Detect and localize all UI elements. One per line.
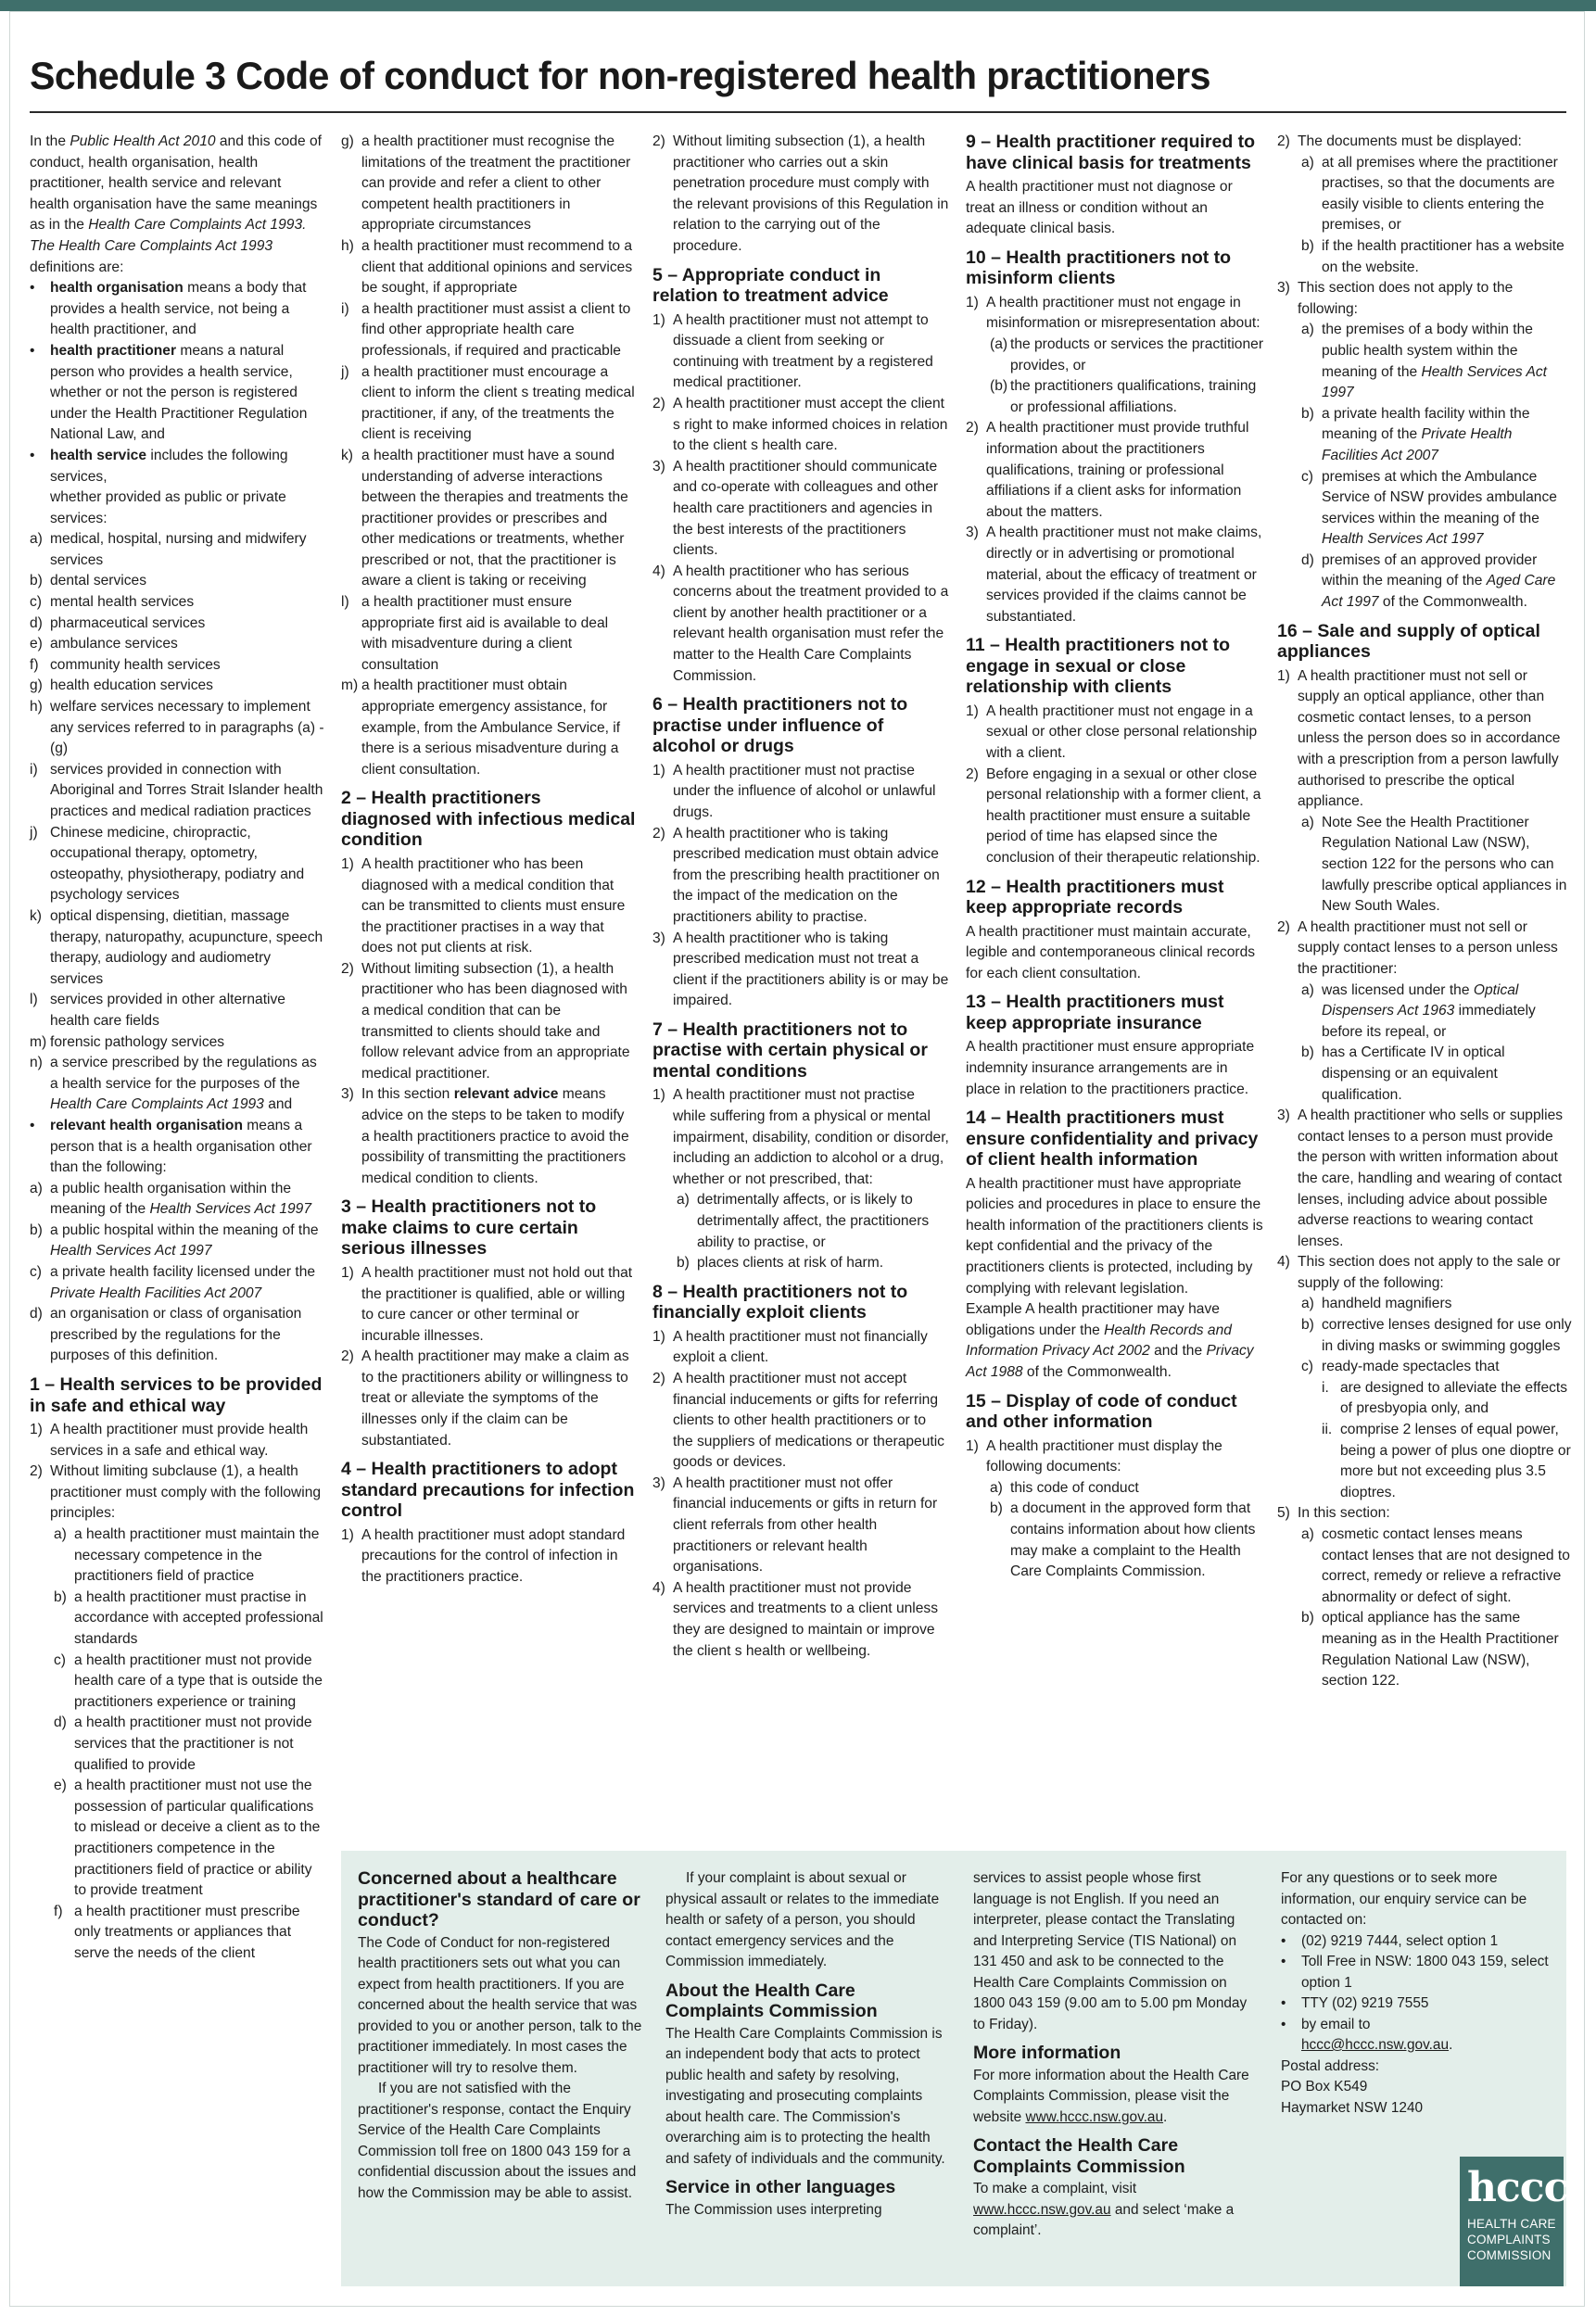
section-13-heading: 13 – Health practitioners must keep appropriate insurance bbox=[966, 992, 1224, 1033]
list-item: d) an organisation or class of organisation prescribed by the regulations for the purposes of this definition. bbox=[30, 1306, 302, 1364]
section-16-4-c-sublist bbox=[1277, 1378, 1572, 1504]
definition-relevant-health-organisation: • relevant health organisation means a person that is a health organisation other than the following: bbox=[30, 1117, 312, 1176]
list-item: 4) This section does not apply to the sale or supply of the following: bbox=[1277, 1254, 1561, 1291]
list-item: b) dental services bbox=[30, 573, 147, 589]
list-item: e) ambulance services bbox=[30, 636, 178, 652]
list-item: b) a public hospital within the meaning of the Health Services Act 1997 bbox=[30, 1221, 319, 1259]
column-4 bbox=[966, 132, 1264, 1583]
concern-text-2: If you are not satisfied with the practitioner's response, contact the Enquiry Service of the Health Care Complaints Commission toll free on 1800 043 159 for a confidential discussion about the issues and how the Commission may be able to assist. bbox=[358, 2081, 637, 2201]
enquiry-item: • (02) 9219 7444, select option 1 bbox=[1281, 1932, 1499, 1949]
list-item: i) a health practitioner must assist a client to find other appropriate health care professionals, if required and practicable bbox=[341, 300, 631, 359]
column-5 bbox=[1277, 132, 1572, 1692]
list-item: d) premises of an approved provider within the meaning of the Aged Care Act 1997 of the Commonwealth. bbox=[1301, 551, 1556, 611]
list-item: 4) A health practitioner must not provide services and treatments to a client unless they are designed to maintain or improve the client s health or wellbeing. bbox=[652, 1579, 939, 1659]
list-item: b) places clients at risk of harm. bbox=[677, 1255, 884, 1272]
section-7-sublist bbox=[652, 1190, 949, 1273]
list-item: k) a health practitioner must have a sound understanding of adverse interactions between the therapies and treatments the practitioner provides or prescribes and other medications or treatments, whether prescribed or not, that the practitioner is aware a client is taking or receiving bbox=[341, 447, 628, 589]
list-item: a) a public health organisation within the meaning of the Health Services Act 1997 bbox=[30, 1180, 312, 1218]
list-item: 3) A health practitioner must not make claims, directly or in advertising or promotional material, about the efficacy of treatment or services provided if the claims cannot be substantiated. bbox=[966, 525, 1262, 625]
list-item: 1) A health practitioner must display the following documents: bbox=[966, 1437, 1222, 1475]
list-item: 2) The documents must be displayed: bbox=[1277, 133, 1522, 149]
list-item: 2) Before engaging in a sexual or other close personal relationship with a former client, a health practitioner must ensure a suitable period of time has elapsed since the conclusion of their therapeutic relationship. bbox=[966, 766, 1261, 866]
languages-text-cont: services to assist people whose first language is not English. If you need an interpreter, please contact the Translating and Interpreting Service (TIS National) on 131 450 and ask to be connected to the Health Care Complaints Commission on 1800 043 159 (9.00 am to 5.00 pm Monday to Friday). bbox=[973, 1870, 1248, 2032]
list-item: d) pharmaceutical services bbox=[30, 614, 206, 631]
list-item: a) medical, hospital, nursing and midwifery services bbox=[30, 531, 307, 568]
list-item: 2) A health practitioner who is taking prescribed medication must obtain advice from the prescribing health practitioner on the impact of the medication on the practitioners ability to practise. bbox=[652, 825, 940, 925]
list-item: 1) A health practitioner must not practise under the influence of alcohol or unlawful drugs. bbox=[652, 762, 936, 820]
section-6-list bbox=[652, 761, 949, 1012]
list-item: b) has a Certificate IV in optical dispensing or an equivalent qualification. bbox=[1301, 1044, 1505, 1103]
list-item: 1) A health practitioner must not hold out that the practitioner is qualified, able or willing to cure cancer or other terminal or incurable illnesses. bbox=[341, 1264, 633, 1344]
list-item: b) corrective lenses designed for use only in diving masks or swimming goggles bbox=[1301, 1317, 1572, 1354]
hccc-logo-text: HEALTH CARE COMPLAINTS COMMISSION bbox=[1467, 2217, 1556, 2262]
list-item: a) was licensed under the Optical Dispensers Act 1963 immediately before its repeal, or bbox=[1301, 981, 1536, 1040]
section-16-4-sublist bbox=[1277, 1294, 1572, 1377]
concern-heading: Concerned about a healthcare practitioner's standard of care or conduct? bbox=[358, 1868, 640, 1930]
languages-text: The Commission uses interpreting bbox=[665, 2201, 882, 2218]
section-8-list bbox=[652, 1327, 949, 1663]
list-item: 1) A health practitioner must not attempt to dissuade a client from seeking or continuing with treatment by a registered medical practitioner. bbox=[652, 311, 933, 391]
list-item: 1) A health practitioner must not practise while suffering from a physical or mental impairment, disability, condition or disorder, including an addiction to alcohol or a drug, whether or not prescribed, that: bbox=[652, 1087, 949, 1187]
list-item: c) ready-made spectacles that bbox=[1301, 1359, 1500, 1375]
list-item: f) community health services bbox=[30, 656, 221, 673]
more-info-text: For more information about the Health Care Complaints Commission, please visit the website www.hccc.nsw.gov.au. bbox=[973, 2067, 1249, 2125]
list-item: 3) In this section relevant advice means advice on the steps to be taken to modify a health practitioners practice to avoid the possibility of transmitting the practitioners medical condition to clients. bbox=[341, 1086, 629, 1186]
list-item: h) a health practitioner must recommend to a client that additional opinions and services be sought, if appropriate bbox=[341, 237, 633, 297]
list-item: 1) A health practitioner must not financially exploit a client. bbox=[652, 1328, 928, 1366]
title-rule bbox=[30, 111, 1566, 113]
list-item: c) mental health services bbox=[30, 594, 195, 611]
complaint-link[interactable]: www.hccc.nsw.gov.au bbox=[973, 2201, 1111, 2218]
postal-line-2: Haymarket NSW 1240 bbox=[1281, 2099, 1424, 2116]
list-item: c) a health practitioner must not provide health care of a type that is outside the practitioners experience or training bbox=[54, 1652, 323, 1710]
list-item: b) a document in the approved form that contains information about how clients may make a complaint to the Health Care Complaints Commission. bbox=[990, 1500, 1256, 1580]
footer-column-4 bbox=[1281, 1868, 1559, 2119]
list-item: a) Note See the Health Practitioner Regulation National Law (NSW), section 122 for the persons who can lawfully prescribe optical appliances in New South Wales. bbox=[1301, 814, 1567, 915]
list-item: 3) A health practitioner who sells or supplies contact lenses to a person must provide the person with written information about the care, handling and wearing of contact lenses, including advice about possible adverse reactions to wearing contact lenses. bbox=[1277, 1107, 1564, 1249]
section-12-text: A health practitioner must maintain accurate, legible and contemporaneous clinical records for each client consultation. bbox=[966, 923, 1256, 981]
list-item: 1) A health practitioner must adopt standard precautions for the control of infection in the practitioners practice. bbox=[341, 1526, 626, 1585]
website-link[interactable]: www.hccc.nsw.gov.au bbox=[1025, 2108, 1164, 2125]
list-item: h) welfare services necessary to implement any services referred to in paragraphs (a) - (g) bbox=[30, 699, 324, 757]
section-3-heading: 3 – Health practitioners not to make claims to cure certain serious illnesses bbox=[341, 1196, 597, 1259]
list-item: 1) A health practitioner who has been diagnosed with a medical condition that can be transmitted to clients must ensure the practitioner practises in a way that does not put clients at risk. bbox=[341, 855, 626, 956]
postal-label: Postal address: bbox=[1281, 2057, 1380, 2074]
definition-health-organisation: • health organisation means a body that provides a health service, not being a health practitioner, and bbox=[30, 280, 307, 338]
list-item: a) detrimentally affects, or is likely to detrimentally affect, the practitioners ability to practise, or bbox=[677, 1192, 930, 1250]
list-item: j) Chinese medicine, chiropractic, occupational therapy, optometry, osteopathy, physiotherapy, podiatry and psychology services bbox=[30, 824, 305, 904]
email-link[interactable]: hccc@hccc.nsw.gov.au bbox=[1301, 2037, 1450, 2053]
list-item: l) a health practitioner must ensure appropriate first aid is available to deal with misadventure during a client consultation bbox=[341, 594, 609, 673]
enquiry-item: • Toll Free in NSW: 1800 043 159, select option 1 bbox=[1281, 1954, 1549, 1991]
list-item: 4) A health practitioner who has serious concerns about the treatment provided to a client by another health practitioner or a relevant health organisation must refer the matter to the Health Care Complaints Commission. bbox=[652, 563, 949, 684]
section-15-2-sublist bbox=[1277, 153, 1572, 279]
list-item: n) a service prescribed by the regulations as a health service for the purposes of the Health Care Complaints Act 1993 and bbox=[30, 1055, 317, 1113]
section-9-heading: 9 – Health practitioner required to have clinical basis for treatments bbox=[966, 132, 1256, 173]
sexual-assault-text: If your complaint is about sexual or physical assault or relates to the immediate health or safety of a person, you should contact emergency services and the Commission immediately. bbox=[665, 1870, 940, 1969]
list-item: m) forensic pathology services bbox=[30, 1033, 225, 1050]
section-12-heading: 12 – Health practitioners must keep appropriate records bbox=[966, 876, 1224, 918]
list-item: 2) A health practitioner must not sell or supply contact lenses to a person unless the practitioner: bbox=[1277, 918, 1558, 977]
list-item: a) at all premises where the practitioner practises, so that the documents are easily visible to clients entering the premises, or bbox=[1301, 154, 1558, 234]
about-heading: About the Health Care Complaints Commission bbox=[665, 1980, 878, 2021]
section-8-heading: 8 – Health practitioners not to financially exploit clients bbox=[652, 1281, 908, 1323]
list-item: 2) Without limiting subclause (1), a health practitioner must comply with the following principles: bbox=[30, 1463, 322, 1522]
section-15-heading: 15 – Display of code of conduct and other information bbox=[966, 1390, 1237, 1433]
list-item: 5) In this section: bbox=[1277, 1505, 1390, 1522]
section-10-heading: 10 – Health practitioners not to misinform clients bbox=[966, 247, 1232, 289]
contact-heading: Contact the Health Care Complaints Commission bbox=[973, 2135, 1185, 2177]
section-6-heading: 6 – Health practitioners not to practise under influence of alcohol or drugs bbox=[652, 694, 908, 757]
section-1-principles-cont bbox=[341, 132, 636, 780]
enquiry-list bbox=[1281, 1931, 1559, 2036]
list-item: 1) A health practitioner must not sell or supply an optical appliance, other than cosmetic contact lenses, to a person unless the person does so in accordance with a prescription from a person lawfully authorised to prescribe the optical appliance. bbox=[1277, 667, 1561, 810]
column-2 bbox=[341, 132, 636, 1588]
list-item: 3) A health practitioner should communicate and co-operate with colleagues and other health care practitioners and agencies in the best interests of the practitioners clients. bbox=[652, 458, 939, 559]
section-15-sublist bbox=[966, 1478, 1264, 1583]
list-item: (a) the products or services the practitioner provides, or bbox=[990, 335, 1264, 373]
section-14-example: Example A health practitioner may have obligations under the Health Records and Information Privacy Act 2002 and the Privacy Act 1988 of the Commonwealth. bbox=[966, 1301, 1254, 1380]
email-line: hccc@hccc.nsw.gov.au. bbox=[1301, 2037, 1453, 2053]
list-item: g) health education services bbox=[30, 677, 213, 694]
list-item: b) a private health facility within the meaning of the Private Health Facilities Act 2007 bbox=[1301, 405, 1530, 463]
column-3 bbox=[652, 132, 949, 1662]
list-item: b) optical appliance has the same meaning as in the Health Practitioner Regulation National Law (NSW), section 122. bbox=[1301, 1610, 1559, 1690]
enquiry-text: For any questions or to seek more information, our enquiry service can be contacted on: bbox=[1281, 1870, 1527, 1928]
top-accent-bar bbox=[0, 0, 1596, 11]
list-item: 2) Without limiting subsection (1), a health practitioner who has been diagnosed with a medical condition that can be transmitted to clients should take and follow relevant advice from an appropriate medical practitioner. bbox=[341, 960, 630, 1082]
section-9-text: A health practitioner must not diagnose or treat an illness or condition without an adequate clinical basis. bbox=[966, 179, 1233, 237]
section-5-heading: 5 – Appropriate conduct in relation to treatment advice bbox=[652, 264, 889, 307]
list-item: k) optical dispensing, dietitian, massage therapy, naturopathy, acupuncture, speech therapy, audiology and audiometry services bbox=[30, 907, 323, 987]
hccc-logo bbox=[1460, 2157, 1568, 2286]
definition-health-service-cont: whether provided as public or private services: bbox=[50, 489, 286, 526]
list-item: ii. comprise 2 lenses of equal power, being a power of plus one dioptre or more but not exceeding plus 3.5 dioptres. bbox=[1322, 1422, 1571, 1500]
list-item: f) a health practitioner must prescribe only treatments or appliances that serve the needs of the client bbox=[54, 1903, 300, 1961]
enquiry-item: • by email to bbox=[1281, 2016, 1371, 2032]
list-item: a) handheld magnifiers bbox=[1301, 1296, 1452, 1312]
section-7-heading: 7 – Health practitioners not to practise with certain physical or mental conditions bbox=[652, 1019, 928, 1082]
list-item: 2) Without limiting subsection (1), a health practitioner who carries out a skin penetration procedure must comply with the relevant provisions of this Regulation in relation to the carrying out of the procedure. bbox=[652, 133, 949, 254]
section-14-text: A health practitioner must have appropriate policies and procedures in place to ensure the health information of the practitioners clients is kept confidential and the privacy of the practitioners clients is protected, including by complying with relevant legislation. bbox=[966, 1175, 1263, 1297]
definition-health-practitioner: • health practitioner means a natural person who provides a health service, whether or not the person is registered under the Health Practitioner Regulation National Law, and bbox=[30, 342, 308, 443]
postal-line-1: PO Box K549 bbox=[1281, 2079, 1368, 2095]
section-2-heading: 2 – Health practitioners diagnosed with infectious medical condition bbox=[341, 788, 636, 851]
hccc-logo-mark: hccc bbox=[1467, 2164, 1568, 2211]
section-16-heading: 16 – Sale and supply of optical appliances bbox=[1277, 620, 1540, 663]
health-service-list bbox=[30, 529, 324, 1053]
intro-paragraph: In the Public Health Act 2010 and this code of conduct, health organisation, health practitioner, health service and relevant health organisation have the same meanings as in the Health Care Complaints Act 1993. bbox=[30, 133, 322, 234]
section-13-text: A health practitioner must ensure appropriate indemnity insurance arrangements are in place in relation to the practitioners practice. bbox=[966, 1039, 1255, 1097]
list-item: (b) the practitioners qualifications, training or professional affiliations. bbox=[990, 378, 1257, 415]
section-14-heading: 14 – Health practitioners must ensure confidentiality and privacy of client health information bbox=[966, 1107, 1259, 1171]
list-item: 3) A health practitioner who is taking prescribed medication must not treat a client if the practitioners ability is or may be impaired. bbox=[652, 930, 949, 1009]
list-item: a) this code of conduct bbox=[990, 1479, 1139, 1496]
list-item: 3) This section does not apply to the following: bbox=[1277, 280, 1514, 317]
languages-heading: Service in other languages bbox=[665, 2177, 896, 2197]
section-4-heading: 4 – Health practitioners to adopt standard precautions for infection control bbox=[341, 1459, 635, 1522]
list-item: a) cosmetic contact lenses means contact lenses that are not designed to correct, remedy or relieve a refractive abnormality or defect of sight. bbox=[1301, 1526, 1570, 1605]
section-10-sublist bbox=[966, 335, 1264, 418]
list-item: 1) A health practitioner must provide health services in a safe and ethical way. bbox=[30, 1422, 309, 1459]
list-item: i. are designed to alleviate the effects of presbyopia only, and bbox=[1322, 1379, 1568, 1417]
page-title: Schedule 3 Code of conduct for non-registered health practitioners bbox=[30, 54, 1210, 97]
list-item: 2) A health practitioner may make a claim as to the practitioners ability or willingness to treat or alleviate the symptoms of the illnesses only if the claim can be substantiated. bbox=[341, 1348, 629, 1449]
about-text: The Health Care Complaints Commission is an independent body that acts to protect public health and safety by resolving, investigating and prosecuting complaints about health care. The Commission's overarching aim is to protecting the health and safety of individuals and the community. bbox=[665, 2025, 945, 2167]
list-item: 2) A health practitioner must provide truthful information about the practitioners qualifications, training or professional affiliations if a client asks for information about the matters. bbox=[966, 420, 1249, 520]
list-item: j) a health practitioner must encourage a client to inform the client s treating medical practitioner, if any, of the treatments the client is receiving bbox=[341, 363, 635, 443]
list-item: d) a health practitioner must not provide services that the practitioner is not qualified to provide bbox=[54, 1715, 312, 1773]
list-item: l) services provided in other alternative health care fields bbox=[30, 992, 285, 1029]
list-item: 2) A health practitioner must not accept financial inducements or gifts for referring clients to other health practitioners or to the suppliers of medications or therapeutic goods or devices. bbox=[652, 1370, 944, 1471]
list-item: a) the premises of a body within the public health system within the meaning of the Health Services Act 1997 bbox=[1301, 322, 1547, 401]
section-1-principles bbox=[30, 1525, 324, 1964]
contact-text: To make a complaint, visit www.hccc.nsw.gov.au and select ‘make a complaint’. bbox=[973, 2181, 1235, 2238]
section-11-heading: 11 – Health practitioners not to engage in sexual or close relationship with clients bbox=[966, 635, 1230, 698]
list-item: g) a health practitioner must recognise the limitations of the treatment the practitioner can provide and refer a client to other competent health practitioners in appropriate circumstances bbox=[341, 133, 631, 234]
list-item: 1) A health practitioner must not engage in a sexual or other close personal relationship with a client. bbox=[966, 702, 1258, 761]
enquiry-item: • TTY (02) 9219 7555 bbox=[1281, 1995, 1429, 2011]
more-info-heading: More information bbox=[973, 2043, 1121, 2063]
list-item: e) a health practitioner must not use the possession of particular qualifications to mislead or deceive a client as to the practitioners competence in the practitioners field of practice or ability to provide treatment bbox=[54, 1778, 321, 1899]
concern-text: The Code of Conduct for non-registered health practitioners sets out what you can expect from health practitioners. If you are concerned about the health service that was provided to you or another person, talk to the practitioner immediately. In most cases the practitioner will try to resolve them. bbox=[358, 1934, 642, 2076]
list-item: i) services provided in connection with Aboriginal and Torres Strait Islander health practices and medical radiation practices bbox=[30, 761, 323, 819]
list-item: c) a private health facility licensed under the Private Health Facilities Act 2007 bbox=[30, 1264, 316, 1301]
list-item: 1) A health practitioner must not engage in misinformation or misrepresentation about: bbox=[966, 294, 1260, 332]
footer-column-1 bbox=[358, 1868, 647, 2204]
intro-definitions: The Health Care Complaints Act 1993 definitions are: bbox=[30, 237, 273, 275]
list-item: c) premises at which the Ambulance Service of NSW provides ambulance services within the meaning of the Health Services Act 1997 bbox=[1301, 468, 1557, 548]
list-item: m) a health practitioner must obtain appropriate emergency assistance, for example, from the Ambulance Service, if there is a serious misadventure during a client consultation. bbox=[341, 677, 621, 778]
section-1-heading: 1 – Health services to be provided in safe and ethical way bbox=[30, 1374, 323, 1416]
column-1 bbox=[30, 132, 324, 1964]
definition-health-service: • health service includes the following services, bbox=[30, 447, 288, 485]
footer-column-3 bbox=[973, 1868, 1262, 2242]
list-item: a) a health practitioner must maintain the necessary competence in the practitioners field of practice bbox=[54, 1526, 320, 1585]
list-item: b) if the health practitioner has a website on the website. bbox=[1301, 237, 1564, 275]
list-item: 2) A health practitioner must accept the client s right to make informed choices in relation to the client s health care. bbox=[652, 395, 948, 454]
list-item: b) a health practitioner must practise in accordance with accepted professional standards bbox=[54, 1588, 323, 1647]
footer-column-2 bbox=[665, 1868, 955, 2221]
list-item: 3) A health practitioner must not offer financial inducements or gifts in return for client referrals from other health practitioners or relevant health organisations. bbox=[652, 1474, 938, 1576]
section-5-list bbox=[652, 310, 949, 688]
section-16-5-sublist bbox=[1277, 1525, 1572, 1692]
